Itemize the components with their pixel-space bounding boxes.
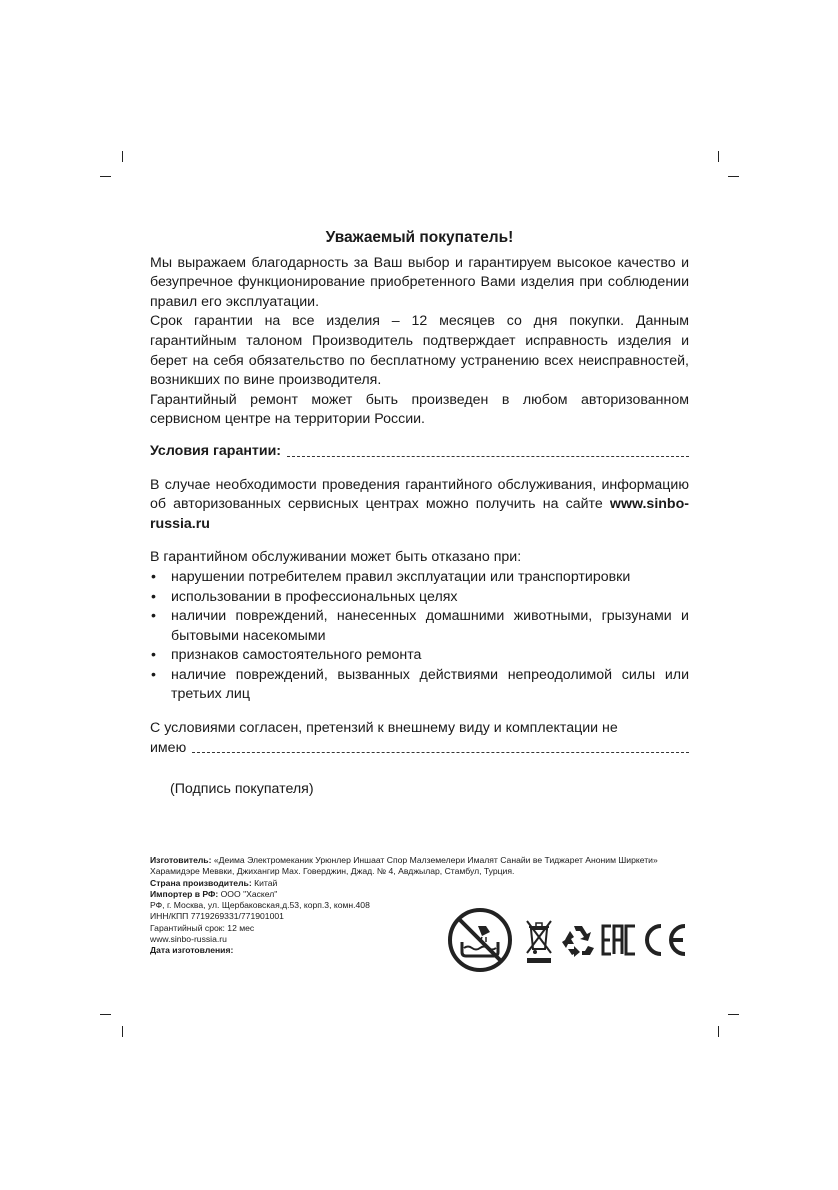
page-title: Уважаемый покупатель! [325, 229, 514, 246]
list-item: • наличии повреждений, нанесенных домашними животными, грызунами и бытовыми насекомыми [151, 608, 689, 644]
conditions-label: Условия гарантии: [150, 442, 282, 459]
maker-site: www.sinbo-russia.ru [150, 934, 227, 945]
agreement-line-1: С условиями согласен, претензий к внешнему виду и комплектации не [150, 720, 618, 737]
manufacturer-label: Изготовитель: [150, 855, 212, 865]
crop-mark [100, 176, 111, 177]
crop-mark [728, 1014, 739, 1015]
service-paragraph [150, 476, 689, 535]
crop-mark [122, 151, 123, 162]
manufacturer-value: «Деима Электромеканик Урюнлер Иншаат Спор Малземелери Ималят Санайи ве Тиджарет Аноним Ширкети» Харамидэре Меввки, Джихангир Мах. Говерджин, Джад. № 4, Авджылар, Стамбул, Турция. [150, 855, 658, 877]
crop-mark [718, 151, 719, 162]
intro-paragraph: Гарантийный ремонт может быть произведен в любом авторизованном сервисном центре на территории России. [150, 391, 689, 428]
refusal-intro: В гарантийном обслуживании может быть отказано при: [150, 549, 522, 566]
signature-fill-line [192, 752, 689, 753]
service-site-link: www.sinbo-russia.ru [150, 496, 689, 532]
crop-mark [718, 1026, 719, 1037]
importer-label: Импортер в РФ: [150, 888, 219, 899]
agreement-signature-line [150, 739, 689, 759]
service-text: В случае необходимости проведения гарантийного обслуживания, информацию об авторизованных сервисных центрах можно получить на сайте [150, 476, 689, 513]
importer-value: ООО "Хаскел" [220, 888, 278, 899]
list-item: • наличие повреждений, вызванных действиями непреодолимой силы или третьих лиц [151, 666, 689, 703]
crop-mark [122, 1026, 123, 1037]
recycle-icon [560, 922, 596, 958]
conditions-heading [150, 442, 689, 462]
crop-mark [728, 176, 739, 177]
eac-mark-icon [601, 923, 637, 957]
list-item: • использовании в профессиональных целях [151, 588, 458, 605]
country-value: Китай [254, 877, 278, 888]
weee-bin-icon [524, 915, 554, 965]
no-water-icon [446, 906, 514, 974]
signature-caption: (Подпись покупателя) [170, 781, 314, 798]
warranty-card [150, 228, 689, 800]
list-item: • признаков самостоятельного ремонта [151, 647, 422, 664]
agreement-line-2: имею [150, 739, 187, 756]
country-label: Страна производитель: [150, 877, 252, 888]
warranty-term: Гарантийный срок: 12 мес [150, 922, 255, 933]
intro-paragraph: Мы выражаем благодарность за Ваш выбор и гарантируем высокое качество и безупречное функционирование приобретенного Вами изделия при соблюдении правил его эксплуатации. [150, 254, 689, 310]
intro-paragraph: Срок гарантии на все изделия – 12 месяцев со дня покупки. Данным гарантийным талоном Производитель подтверждает исправность изделия и берет на себя обязательство по бесплатному устранению всех неисправностей, возникших по вине производителя. [150, 313, 689, 389]
certification-marks [446, 906, 689, 974]
list-item: • нарушении потребителем правил эксплуатации или транспортировки [151, 568, 631, 585]
importer-address: РФ, г. Москва, ул. Щербаковская,д.53, корп.3, комн.408 [150, 900, 370, 911]
conditions-fill-line [287, 456, 689, 457]
ce-mark-icon [641, 922, 689, 958]
inn-kpp: ИНН/КПП 7719269331/771901001 [150, 911, 284, 922]
crop-mark [100, 1014, 111, 1015]
production-date-label: Дата изготовления: [150, 945, 234, 956]
refusal-list [150, 568, 689, 705]
